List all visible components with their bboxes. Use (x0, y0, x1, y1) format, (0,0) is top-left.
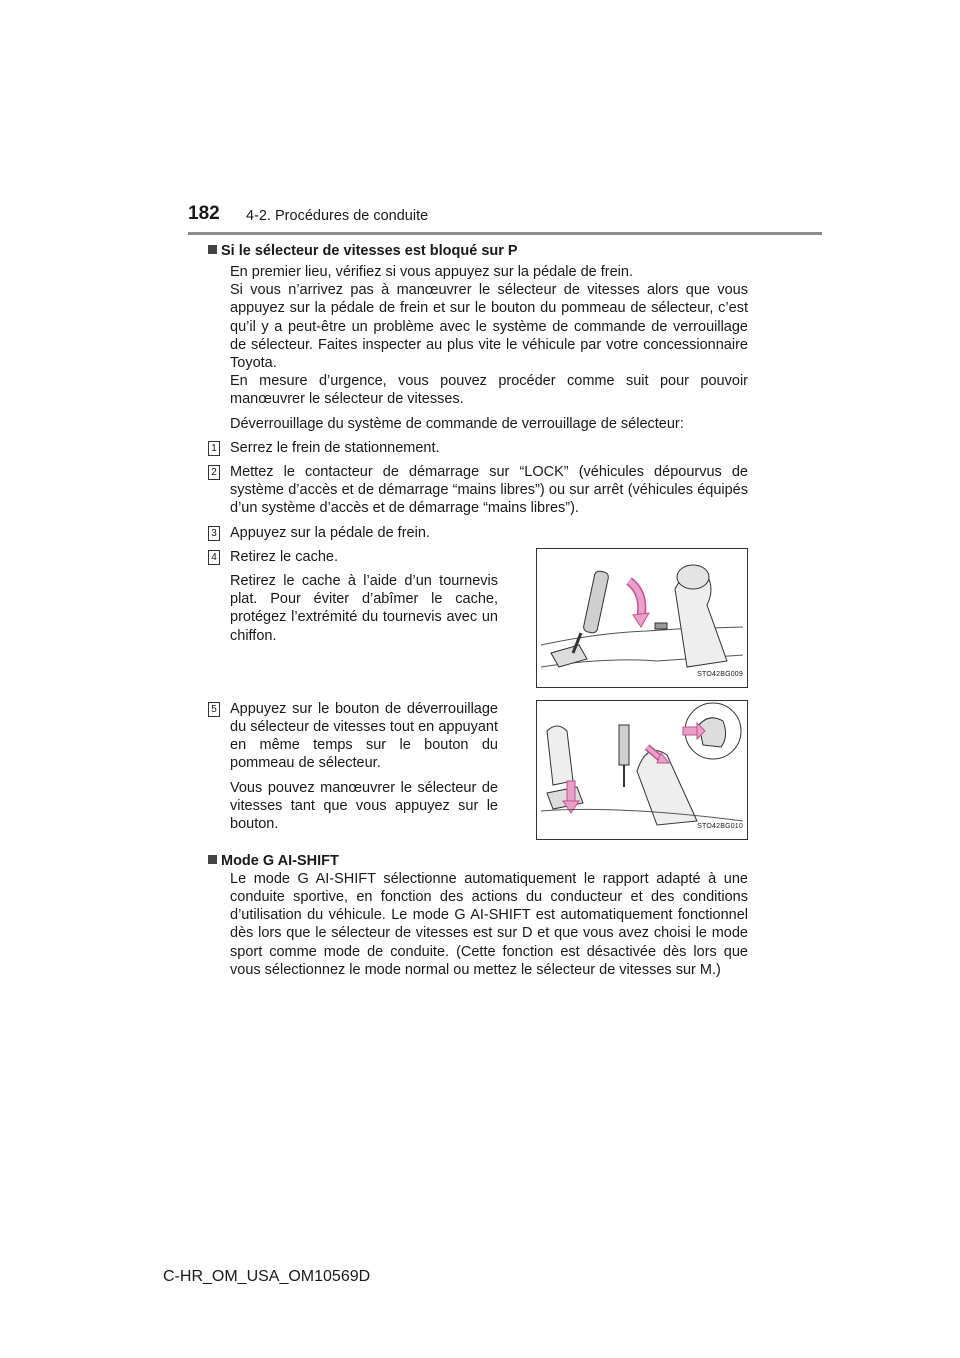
heading-text: Si le sélecteur de vitesses est bloqué sur P (221, 243, 518, 259)
page-content (208, 242, 748, 979)
heading-text: Mode G AI-SHIFT (221, 852, 339, 869)
paragraph: En mesure d’urgence, vous pouvez procéder comme suit pour pouvoir manœuvrer le sélecteur de vitesses. (230, 373, 748, 408)
illustration-remove-cover (536, 548, 748, 688)
step-number: 2 (208, 465, 220, 480)
square-bullet-icon (208, 245, 217, 254)
step-4 (211, 548, 748, 688)
heading-shift-lock (208, 242, 748, 260)
g-ai-shift-paragraph (230, 870, 748, 979)
paragraph: Le mode G AI-SHIFT sélectionne automatiquement le rapport adapté à une conduite sportive, en fonction des actions du conducteur et des conditions d’utilisation du véhicule. Le mode G AI-SHIFT est automatiquement fonctionnel dès lors que le sélecteur de vitesses est sur D et que vous avez choisi le mode sport comme mode de conduite. (Cette fonction est désactivée dès lors que vous sélectionnez le mode normal ou mettez le sélecteur de vitesses sur M.) (230, 870, 748, 978)
header-divider (188, 232, 822, 235)
step-number: 3 (208, 526, 220, 541)
page-number: 182 (188, 203, 220, 224)
figure-code: STO42BG009 (697, 670, 743, 678)
step-text: Appuyez sur la pédale de frein. (230, 524, 430, 541)
step-text: Appuyez sur le bouton de déverrouillage du sélecteur de vitesses tout en appuyant en même temps sur le bouton du pommeau de sélecteur. (230, 700, 498, 772)
step-text: Mettez le contacteur de démarrage sur “LOCK” (véhicules dépourvus de système d’accès et de démarrage “mains libres”) ou sur arrêt (véhicules équipés d’un système d’accès et de démarrage “mains libres”). (230, 464, 748, 517)
step-1 (211, 439, 748, 457)
document-code: C-HR_OM_USA_OM10569D (163, 1268, 371, 1285)
step-number: 5 (208, 702, 220, 717)
paragraph: En premier lieu, vérifiez si vous appuyez sur la pédale de frein. (230, 264, 633, 280)
shift-lock-paragraphs (230, 263, 748, 433)
heading-g-ai-shift (208, 852, 748, 870)
step-5 (211, 700, 748, 840)
step-note: Retirez le cache à l’aide d’un tournevis plat. Pour éviter d’abîmer le cache, protégez l’extrémité du tournevis avec un chiffon. (230, 573, 498, 644)
step-text: Retirez le cache. (230, 548, 338, 565)
figure-code: STO42BG010 (697, 822, 743, 830)
step-note: Vous pouvez manœuvrer le sélecteur de vitesses tant que vous appuyez sur le bouton. (230, 779, 498, 833)
paragraph: Si vous n’arrivez pas à manœuvrer le sélecteur de vitesses alors que vous appuyez sur la pédale de frein et sur le bouton du pommeau de sélecteur, c’est qu’il y a peut-être un problème avec le système de commande de verrouillage de sélecteur. Faites inspecter au plus vite le véhicule par votre concessionnaire Toyota. (230, 282, 748, 372)
step-number: 4 (208, 550, 220, 565)
step-3 (211, 524, 748, 542)
step-number: 1 (208, 441, 220, 456)
square-bullet-icon (208, 855, 217, 864)
step-2 (211, 463, 748, 518)
section-title: 4-2. Procédures de conduite (246, 208, 429, 224)
procedure-intro: Déverrouillage du système de commande de verrouillage de sélecteur: (230, 415, 684, 432)
illustration-release-button (536, 700, 748, 840)
step-text: Serrez le frein de stationnement. (230, 439, 440, 456)
